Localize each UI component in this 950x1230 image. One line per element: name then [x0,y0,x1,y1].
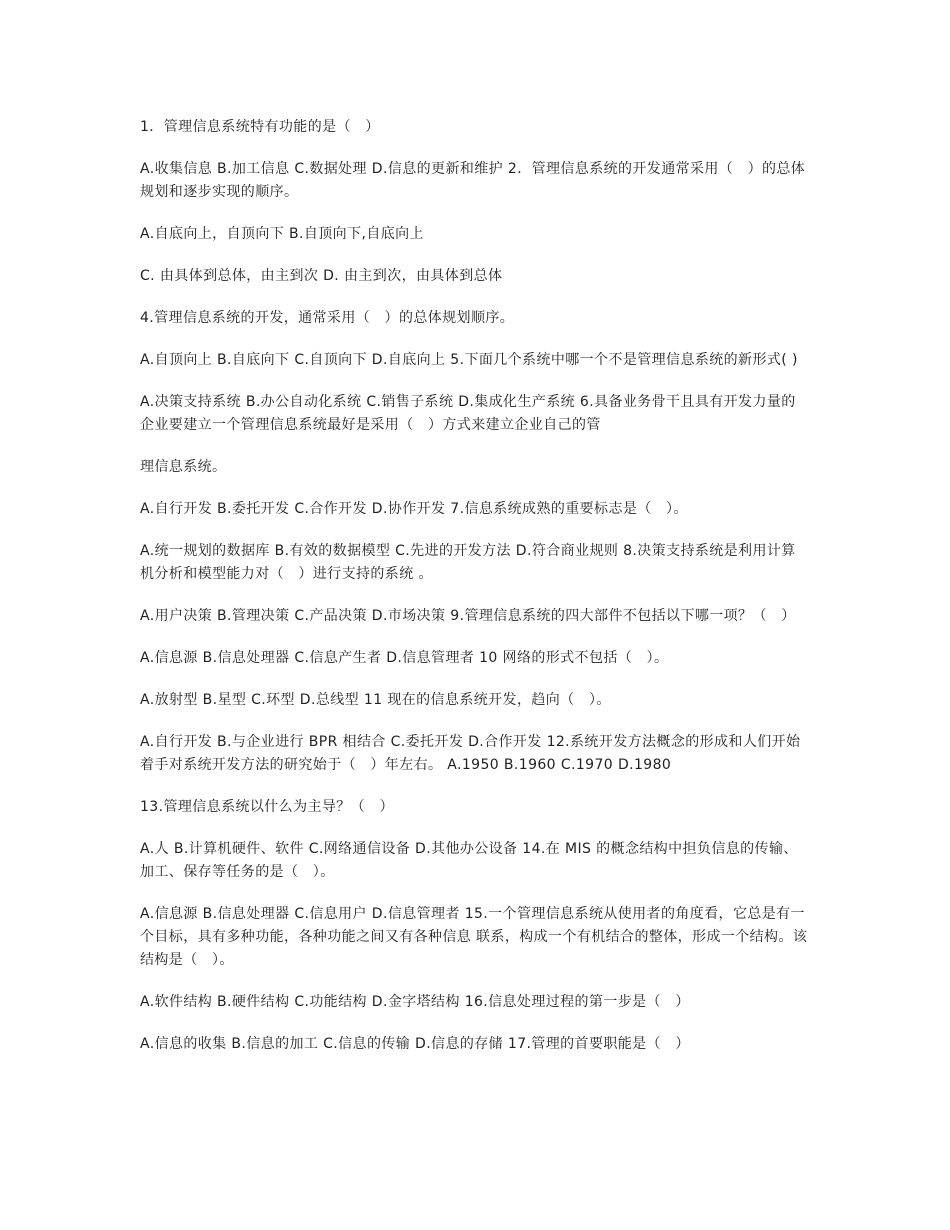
options-2-line-1: A.自底向上，自顶向下 B.自顶向下,自底向上 [140,226,424,242]
question-4: 4.管理信息系统的开发，通常采用（ ）的总体规划顺序。 [140,310,515,326]
options-16-question-17: A.信息的收集 B.信息的加工 C.信息的传输 D.信息的存储 17.管理的首要职能是（ ） [140,1036,690,1052]
options-10-question-11: A.放射型 B.星型 C.环型 D.总线型 11 现在的信息系统开发，趋向（ ）。 [140,692,611,708]
document-page [140,116,810,1075]
options-9-question-10: A.信息源 B.信息处理器 C.信息产生者 D.信息管理者 10 网络的形式不包括（ ）。 [140,650,669,666]
options-5-question-6: A.决策支持系统 B.办公自动化系统 C.销售子系统 D.集成化生产系统 6.具备业务骨干且具有开发力量的企业要建立一个管理信息系统最好是采用（ ）方式来建立企业自己的管 [140,394,796,433]
options-14-question-15: A.信息源 B.信息处理器 C.信息用户 D.信息管理者 15.一个管理信息系统从使用者的角度看，它总是有一个目标，具有多种功能，各种功能之间又有各种信息 联系，构成一个有机结合的整体，形成一个结构。该结构是（ ）。 [140,906,808,968]
options-4-question-5: A.自顶向上 B.自底向下 C.自顶向下 D.自底向上 5.下面几个系统中哪一个不是管理信息系统的新形式( ) [140,352,798,368]
options-6-question-7: A.自行开发 B.委托开发 C.合作开发 D.协作开发 7.信息系统成熟的重要标志是（ ）。 [140,501,688,517]
question-13: 13.管理信息系统以什么为主导？（ ） [140,799,394,815]
options-7-question-8: A.统一规划的数据库 B.有效的数据模型 C.先进的开发方法 D.符合商业规则 8.决策支持系统是利用计算机分析和模型能力对（ ）进行支持的系统 。 [140,543,796,582]
question-1: 1．管理信息系统特有功能的是（ ） [140,119,380,135]
options-13-question-14: A.人 B.计算机硬件、软件 C.网络通信设备 D.其他办公设备 14.在 MIS 的概念结构中担负信息的传输、加工、保存等任务的是（ ）。 [140,841,798,880]
options-2-line-2: C. 由具体到总体，由主到次 D. 由主到次，由具体到总体 [140,268,503,284]
options-11-question-12: A.自行开发 B.与企业进行 BPR 相结合 C.委托开发 D.合作开发 12.系统开发方法概念的形成和人们开始着手对系统开发方法的研究始于（ ）年左右。 A.1950 B.1960 C.1970 D.1980 [140,734,801,773]
options-8-question-9: A.用户决策 B.管理决策 C.产品决策 D.市场决策 9.管理信息系统的四大部件不包括以下哪一项？（ ） [140,608,796,624]
options-15-question-16: A.软件结构 B.硬件结构 C.功能结构 D.金字塔结构 16.信息处理过程的第一步是（ ） [140,994,690,1010]
options-1-question-2: A.收集信息 B.加工信息 C.数据处理 D.信息的更新和维护 2．管理信息系统的开发通常采用（ ）的总体规划和逐步实现的顺序。 [140,161,806,200]
question-6-continued: 理信息系统。 [140,459,227,475]
